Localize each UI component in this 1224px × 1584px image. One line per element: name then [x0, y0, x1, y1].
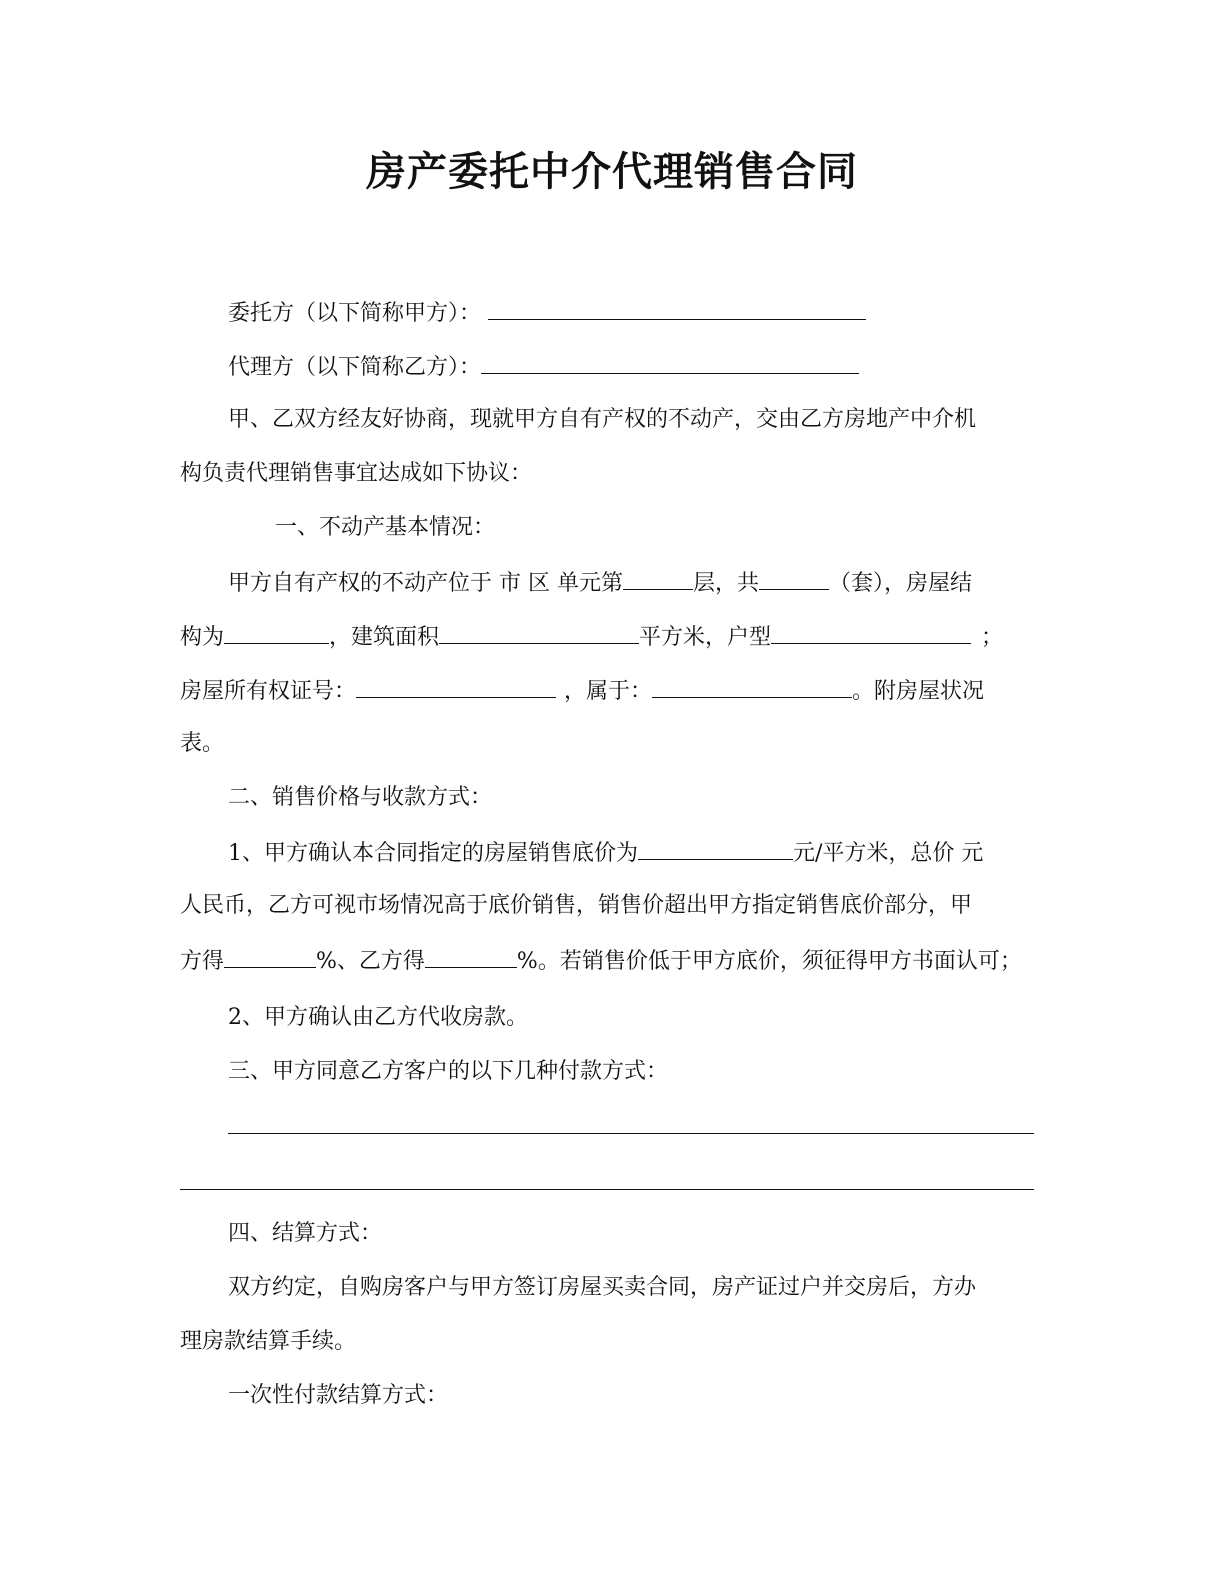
- share-b-blank: [425, 943, 517, 968]
- payment-method-rule-2: [180, 1189, 1034, 1190]
- party-a-blank: [488, 295, 866, 320]
- section-1-para-1: [228, 565, 1098, 601]
- section-1-heading: 一、不动产基本情况：: [275, 515, 496, 540]
- section-1-para-2: [180, 619, 1050, 655]
- location-text: 甲方自有产权的不动产位于 市 区 单元第: [228, 571, 623, 596]
- belong-blank: [652, 673, 852, 698]
- section-2-para-3: [180, 943, 1050, 979]
- units-text: （套），房屋结: [829, 571, 973, 596]
- structure-label: 构为: [180, 625, 225, 650]
- structure-blank: [224, 619, 329, 644]
- section-4-para-3: 一次性付款结算方式：: [228, 1383, 449, 1408]
- layout-end: ；: [981, 625, 1004, 650]
- area-label: ，建筑面积: [329, 625, 440, 650]
- party-b-blank: [481, 349, 859, 374]
- section-2-heading: 二、销售价格与收款方式：: [228, 785, 493, 810]
- intro-line-1: 甲、乙双方经友好协商，现就甲方自有产权的不动产，交由乙方房地产中介机: [228, 407, 977, 432]
- intro-line-2: 构负责代理销售事宜达成如下协议：: [180, 461, 533, 486]
- attach-text: 。附房屋状况: [852, 679, 985, 704]
- cert-label: 房屋所有权证号：: [180, 679, 357, 704]
- section-4-heading: 四、结算方式：: [228, 1221, 383, 1246]
- party-b-line: [228, 349, 1098, 385]
- floor-blank: [623, 565, 693, 590]
- area-blank: [439, 619, 639, 644]
- section-2-item-2: 2、甲方确认由乙方代收房款。: [228, 1005, 528, 1030]
- section-1-para-4: 表。: [180, 731, 225, 756]
- section-2-item-1: [228, 835, 1098, 871]
- share-note: %。若销售价低于甲方底价，须征得甲方书面认可；: [516, 949, 1022, 974]
- party-a-label: 委托方（以下简称甲方）：: [228, 301, 482, 326]
- section-4-para-1: 双方约定，自购房客户与甲方签订房屋买卖合同，房产证过户并交房后，方办: [228, 1275, 977, 1300]
- payment-method-rule-1: [228, 1133, 1034, 1134]
- belong-label: ，属于：: [564, 679, 653, 704]
- document-title: 房产委托中介代理销售合同: [366, 149, 858, 195]
- price-label: 1、甲方确认本合同指定的房屋销售底价为: [228, 841, 638, 866]
- section-3-heading: 三、甲方同意乙方客户的以下几种付款方式：: [228, 1059, 669, 1084]
- section-2-para-2: 人民币，乙方可视市场情况高于底价销售，销售价超出甲方指定销售底价部分，甲: [180, 893, 973, 918]
- share-b-label: %、乙方得: [316, 949, 425, 974]
- layout-label: 平方米，户型: [639, 625, 772, 650]
- share-a-label: 方得: [180, 949, 225, 974]
- party-b-label: 代理方（以下简称乙方）：: [228, 355, 482, 380]
- price-blank: [638, 835, 793, 860]
- price-unit: 元/平方米，总价 元: [793, 841, 984, 866]
- share-a-blank: [224, 943, 316, 968]
- units-blank: [759, 565, 829, 590]
- party-a-line: [228, 295, 1098, 331]
- layout-blank: [771, 619, 971, 644]
- section-4-para-2: 理房款结算手续。: [180, 1329, 357, 1354]
- section-1-para-3: [180, 673, 1050, 709]
- cert-blank: [356, 673, 556, 698]
- floor-text: 层，共: [692, 571, 759, 596]
